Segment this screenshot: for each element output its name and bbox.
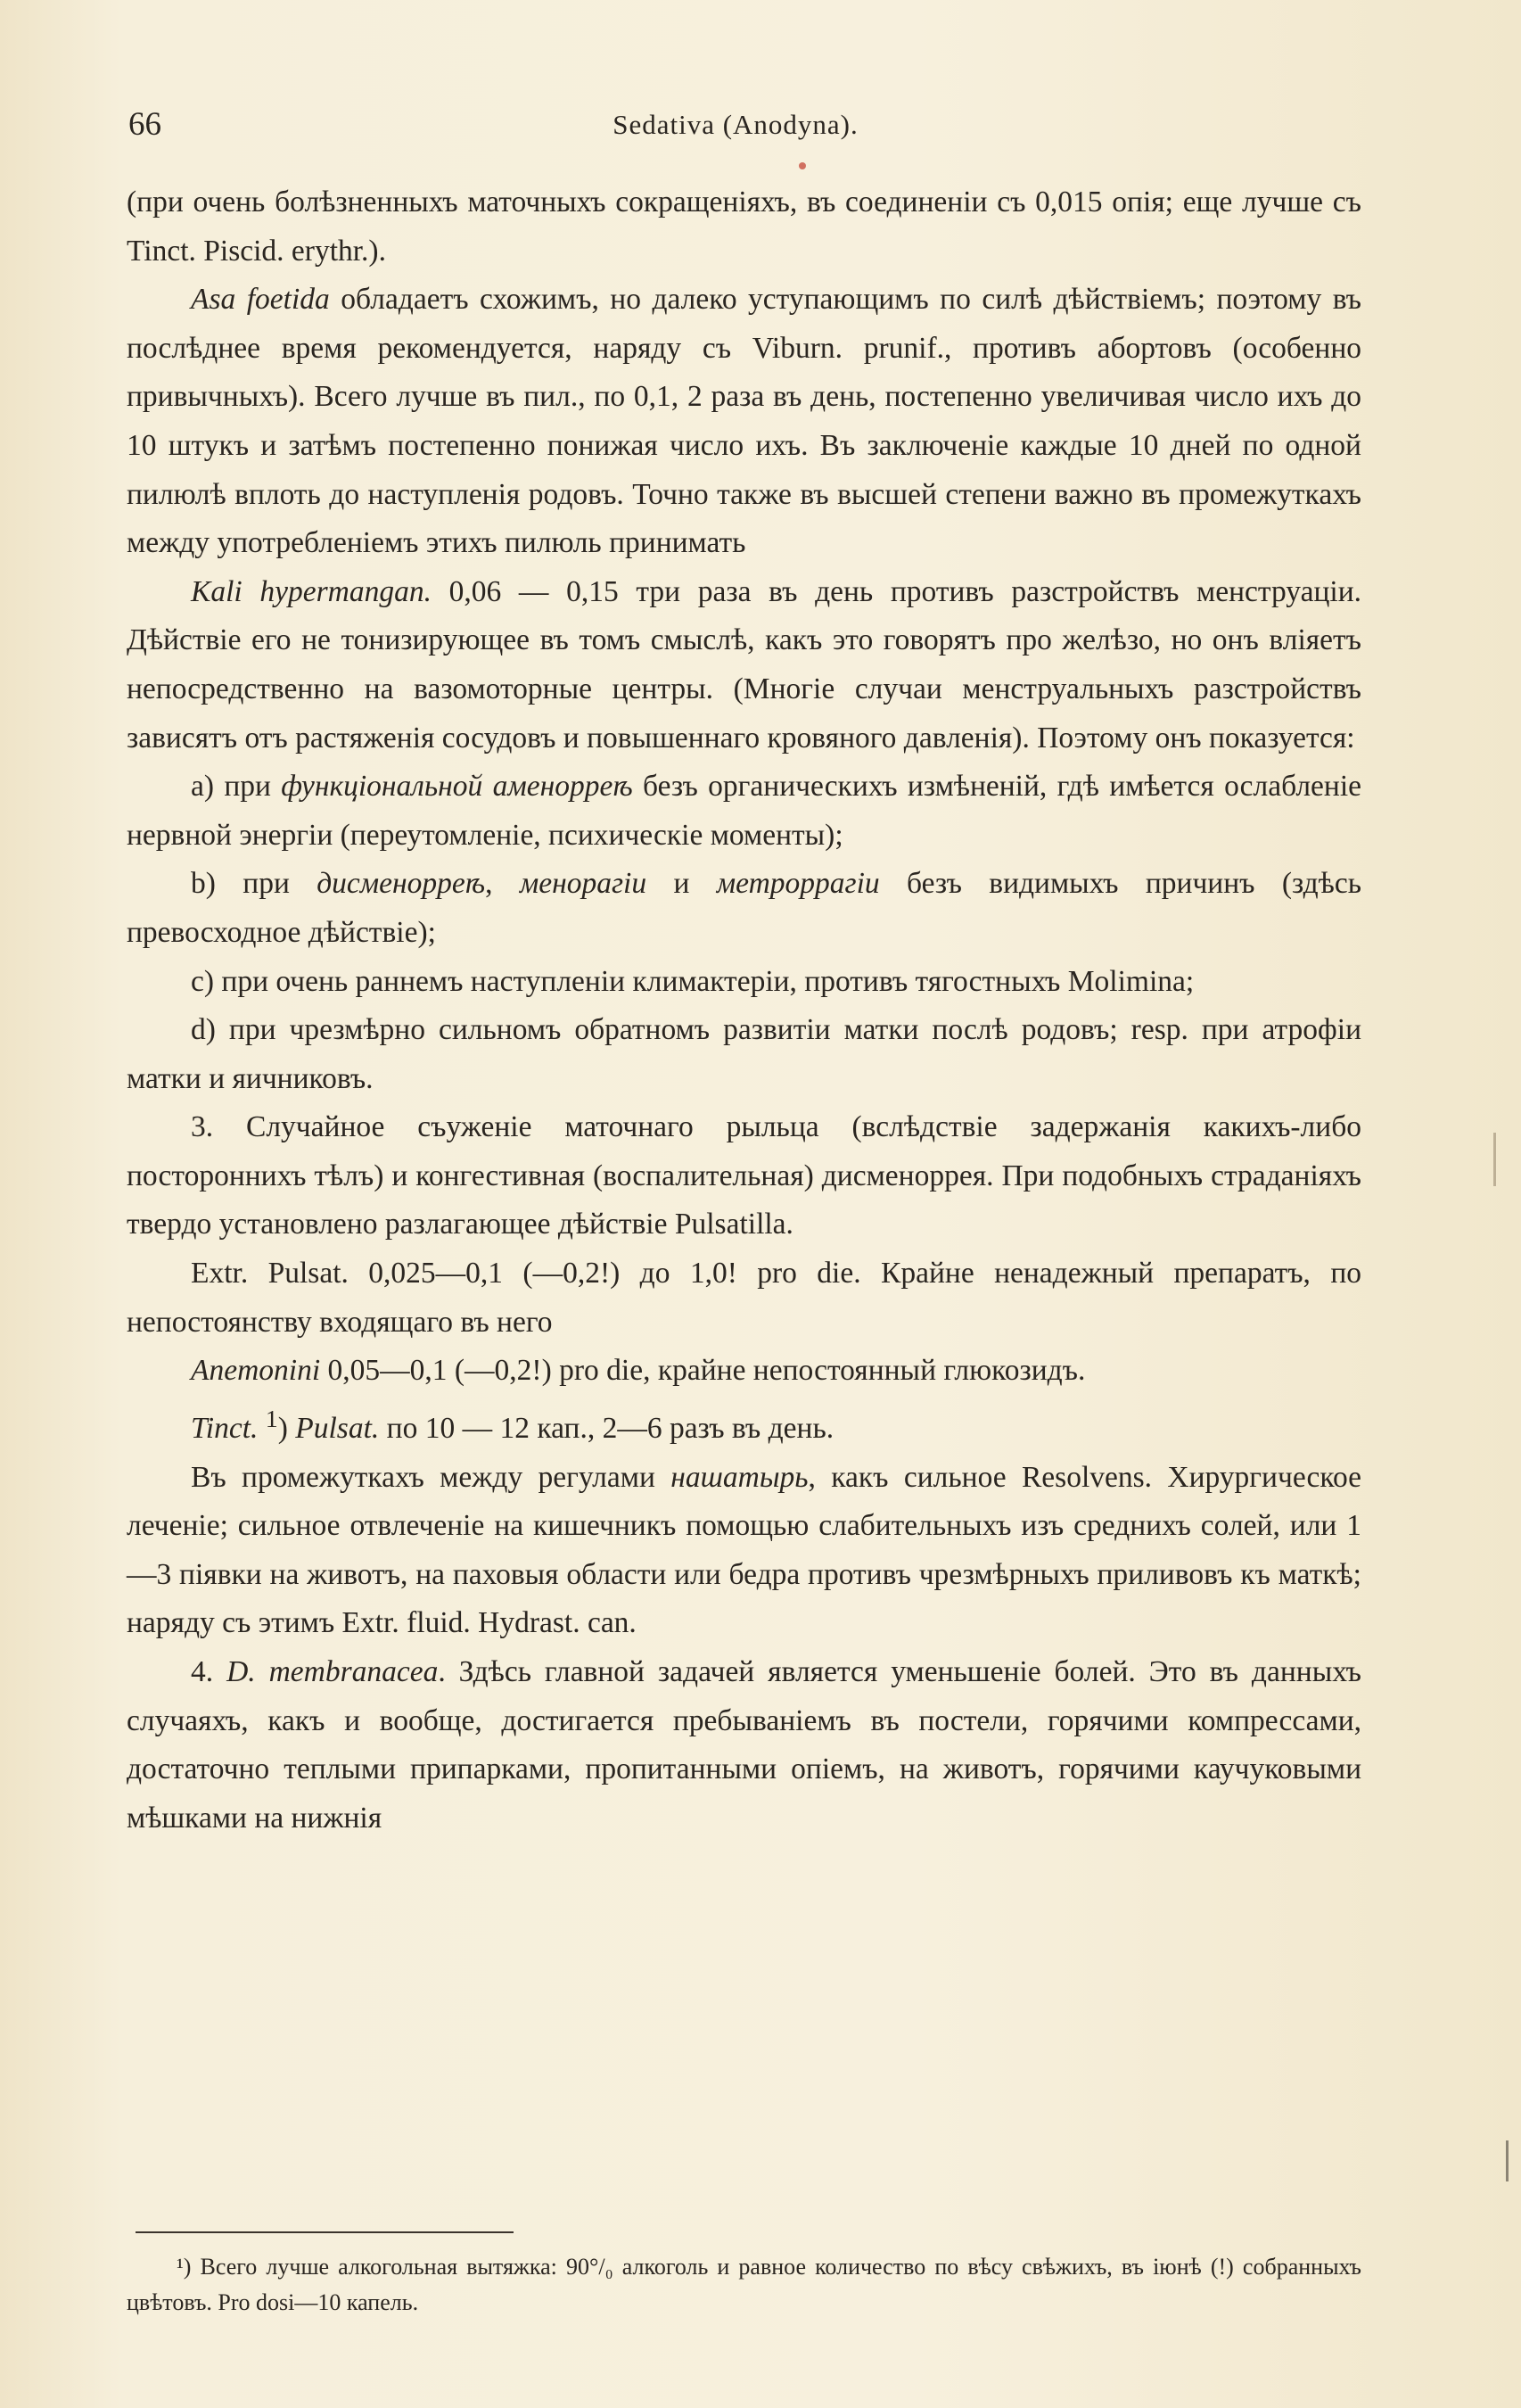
item-prefix: a) при [191, 770, 282, 804]
running-head: Sedativa (Anodyna). [613, 109, 859, 140]
list-item [127, 860, 1361, 957]
paragraph [127, 1454, 1361, 1648]
separator: , [485, 867, 520, 901]
footnote-ref[interactable]: 1 [265, 1405, 278, 1433]
paragraph-text: Extr. Pulsat. 0,025—0,1 (—0,2!) до 1,0! pro die. Крайне ненадежный препаратъ, по непостоянству входящаго въ него [127, 1257, 1361, 1339]
paragraph [127, 276, 1361, 568]
body-text [127, 178, 1361, 1843]
paragraph [127, 568, 1361, 763]
ink-dot [799, 162, 806, 169]
footnote [127, 2249, 1361, 2321]
paragraph [127, 1103, 1361, 1249]
paragraph-text: по 10 — 12 кап., 2—6 разъ въ день. [379, 1412, 834, 1445]
paragraph-text: 0,05—0,1 (—0,2!) pro die, крайне непостоянный глюкозидъ. [320, 1354, 1086, 1388]
list-item [127, 1006, 1361, 1103]
drug-name: Anemonini [191, 1354, 321, 1388]
paragraph-lead-text: Въ промежуткахъ между регулами [191, 1460, 671, 1494]
list-item [127, 958, 1361, 1007]
emphasis-term: нашатырь [670, 1460, 809, 1494]
page-edge-mark [1493, 1133, 1496, 1186]
emphasis-term: функціональной аменорреѣ [281, 770, 633, 804]
paragraph [127, 178, 1361, 276]
footnote-divider [136, 2231, 514, 2233]
emphasis-term: менорагіи [519, 867, 647, 901]
page-number: 66 [128, 106, 161, 143]
item-prefix: 4. [191, 1654, 227, 1688]
paragraph-text: . Здѣсь главной задачей является уменьшеніе болей. Это въ данныхъ случаяхъ, какъ и вообще, достигается пребываніемъ въ постели, горячими компрессами, достаточно теплыми припарками, пропитанными опіемъ, на животъ, горячими каучуковыми мѣшками на нижнія [127, 1654, 1361, 1835]
emphasis-term: дисменорреѣ [317, 867, 486, 901]
emphasis-term: метроррагіи [716, 867, 880, 901]
footnote-marker: ¹) [177, 2254, 192, 2280]
paragraph-text: обладаетъ схожимъ, но далеко уступающимъ по силѣ дѣйствіемъ; поэтому въ послѣднее время рекомендуется, наряду съ Viburn. prunif., противъ абортовъ (особенно привычныхъ). Всего лучше въ пил., по 0,1, 2 раза въ день, постепенно увеличивая число ихъ до 10 штукъ и затѣмъ постепенно понижая число ихъ. Въ заключеніе каждые 10 дней по одной пилюлѣ вплоть до наступленія родовъ. Точно также въ высшей степени важно въ промежуткахъ между употребленіемъ этихъ пилюль принимать [127, 283, 1361, 560]
drug-name: Tinct. [191, 1412, 259, 1445]
paragraph-text: c) при очень раннемъ наступленіи климактеріи, противъ тягостныхъ Molimina; [191, 964, 1195, 998]
paragraph [127, 1347, 1361, 1396]
drug-name: Asa foetida [191, 283, 330, 317]
paragraph-text: , какъ сильное Resolvens. Хирургическое леченіе; сильное отвлеченіе на кишечникъ помощью слабительныхъ изъ среднихъ солей, или 1—3 піявки на животъ, на паховыя области или бедра противъ чрезмѣрныхъ приливовъ къ маткѣ; наряду съ этимъ Extr. fluid. Hydrast. can. [127, 1460, 1361, 1640]
page-edge-mark [1506, 2140, 1509, 2181]
item-prefix: b) при [191, 867, 317, 901]
page-header [125, 105, 1346, 150]
paragraph-text: (при очень болѣзненныхъ маточныхъ сокращеніяхъ, въ соединеніи съ 0,015 опія; еще лучше съ Tinct. Piscid. erythr.). [127, 186, 1361, 268]
emphasis-term: D. membranacea [226, 1654, 439, 1688]
paragraph [127, 1648, 1361, 1843]
footnote-text: Всего лучше алкогольная вытяжка: 90°/₀ алкоголь и равное количество по вѣсу свѣжихъ, въ іюнѣ (!) собранныхъ цвѣтовъ. Pro dosi—10 капель. [127, 2254, 1361, 2315]
paragraph-text: безъ видимыхъ причинъ (здѣсь превосходное дѣйствіе); [127, 867, 1361, 949]
drug-name: Kali hypermangan. [191, 574, 432, 608]
paragraph [127, 1249, 1361, 1347]
paragraph: Tinct. $^1$) Pulsat. по 10 — 12 кап., 2—6 разъ въ день. [191, 1405, 834, 1445]
drug-name: Pulsat. [295, 1412, 380, 1445]
list-item [127, 763, 1361, 860]
paragraph-text: 3. Случайное съуженіе маточнаго рыльца (вслѣдствіе задержанія какихъ-либо постороннихъ тѣлъ) и конгестивная (воспалительная) дисменоррея. При подобныхъ страданіяхъ твердо установлено разлагающее дѣйствіе Pulsatilla. [127, 1110, 1361, 1241]
paragraph-text: безъ органическихъ измѣненій, гдѣ имѣется ослабленіе нервной энергіи (переутомленіе, психическіе моменты); [127, 770, 1362, 852]
separator: и [646, 867, 717, 901]
paragraph-text: d) при чрезмѣрно сильномъ обратномъ развитіи матки послѣ родовъ; resp. при атрофіи матки и яичниковъ. [127, 1013, 1361, 1095]
paragraph-text: 0,06 — 0,15 три раза въ день противъ разстройствъ менструаціи. Дѣйствіе его не тонизирующее въ томъ смыслѣ, какъ это говорятъ про желѣзо, но онъ вліяетъ непосредственно на вазомоторные центры. (Многіе случаи менструальныхъ разстройствъ зависятъ отъ растяженія сосудовъ и повышеннаго кровяного давленія). Поэтому онъ показуется: [127, 574, 1361, 755]
